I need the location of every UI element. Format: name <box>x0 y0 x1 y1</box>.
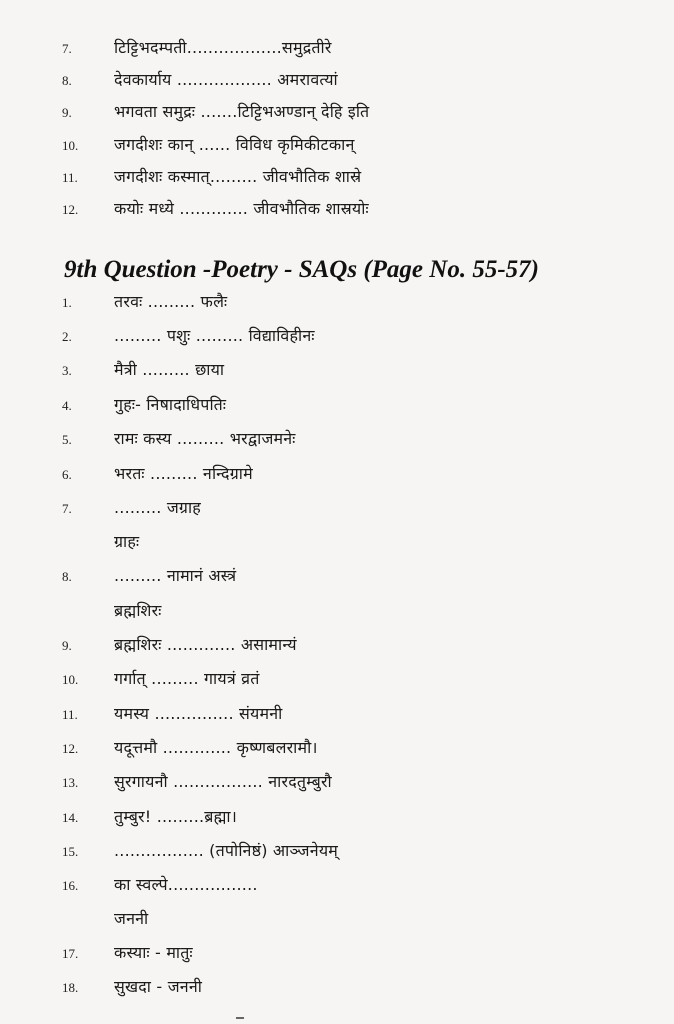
list-item <box>62 907 654 929</box>
item-number: 5. <box>62 432 72 447</box>
list-item <box>62 133 654 155</box>
list-item <box>62 496 654 518</box>
list-item <box>62 165 654 187</box>
item-text: भगवता समुद्रः .......टिट्टिभअण्डान् देहि इति <box>114 102 370 121</box>
list-item <box>62 975 654 997</box>
item-number: 14. <box>62 810 79 825</box>
list-item <box>62 805 654 827</box>
item-number: 10. <box>62 138 79 153</box>
item-text: भरतः ......... नन्दिग्रामे <box>114 464 253 483</box>
list-item <box>62 290 654 312</box>
list-item <box>62 100 654 122</box>
item-text: जननी <box>114 909 149 928</box>
list-item <box>62 770 654 792</box>
item-number: 10. <box>62 672 79 687</box>
item-text: का स्वल्पे................. <box>114 875 258 894</box>
item-number: 8. <box>62 569 72 584</box>
item-number: 2. <box>62 329 72 344</box>
item-text: सुखदा - जननी <box>114 977 203 996</box>
item-text: कस्याः - मातुः <box>114 943 193 962</box>
item-text: ................. (तपोनिष्ठं) आञ्जनेयम् <box>114 841 339 860</box>
list-item <box>62 68 654 90</box>
list-item <box>62 702 654 724</box>
list-item <box>62 197 654 219</box>
item-text: मैत्री ......... छाया <box>114 360 225 379</box>
item-number: 3. <box>62 363 72 378</box>
section-heading: 9th Question -Poetry - SAQs (Page No. 55-57) <box>64 256 539 283</box>
item-number: 7. <box>62 41 72 56</box>
item-number: 6. <box>62 467 72 482</box>
list-item <box>62 633 654 655</box>
item-text: यदूत्तमौ ............. कृष्णबलरामौ। <box>114 738 318 757</box>
item-number: 1. <box>62 295 72 310</box>
item-text: देवकार्याय .................. अमरावत्यां <box>114 70 338 89</box>
item-text: जगदीशः कस्मात्......... जीवभौतिक शास्रे <box>114 167 362 186</box>
list-item <box>62 941 654 963</box>
item-number: 12. <box>62 741 79 756</box>
item-number: 18. <box>62 980 79 995</box>
item-text: ......... पशुः ......... विद्याविहीनः <box>114 326 315 345</box>
item-text: गुहः- निषादाधिपतिः <box>114 395 227 414</box>
item-number: 12. <box>62 202 79 217</box>
item-text: टिट्टिभदम्पती..................समुद्रतीरे <box>114 38 332 57</box>
item-number: 11. <box>62 707 78 722</box>
item-number: 16. <box>62 878 79 893</box>
item-text: तरवः ......... फलैः <box>114 292 228 311</box>
item-text: रामः कस्य ......... भरद्वाजमनेः <box>114 429 296 448</box>
list-item <box>62 736 654 758</box>
item-number: 9. <box>62 105 72 120</box>
list-item <box>62 393 654 415</box>
item-text: ......... जग्राह <box>114 498 201 517</box>
list-item <box>62 667 654 689</box>
item-number: 15. <box>62 844 79 859</box>
list-item <box>62 839 654 861</box>
list-item <box>62 564 654 586</box>
item-number: 17. <box>62 946 79 961</box>
list-item <box>62 530 654 552</box>
item-text: कयोः मध्ये ............. जीवभौतिक शास्रयोः <box>114 199 369 218</box>
item-text: यमस्य ............... संयमनी <box>114 704 283 723</box>
list-item <box>62 358 654 380</box>
item-text: तुम्बुर! .........ब्रह्मा। <box>114 807 238 826</box>
list-item <box>62 324 654 346</box>
item-number: 7. <box>62 501 72 516</box>
item-number: 9. <box>62 638 72 653</box>
list-item <box>62 599 654 621</box>
item-number: 8. <box>62 73 72 88</box>
item-number: 13. <box>62 775 79 790</box>
list-item <box>62 36 654 58</box>
item-number: 4. <box>62 398 72 413</box>
item-text: जगदीशः कान् ...... विविध कृमिकीटकान् <box>114 135 355 154</box>
list-item <box>62 427 654 449</box>
item-text: ग्राहः <box>114 532 140 551</box>
item-text: गर्गात् ......... गायत्रं व्रतं <box>114 669 260 688</box>
list-item <box>62 462 654 484</box>
item-text: ब्रह्मशिरः ............. असामान्यं <box>114 635 297 654</box>
item-text: ब्रह्मशिरः <box>114 601 162 620</box>
item-text: सुरगायनौ ................. नारदतुम्बुरौ <box>114 772 332 791</box>
page-mark <box>236 1017 244 1019</box>
item-number: 11. <box>62 170 78 185</box>
list-item <box>62 873 654 895</box>
item-text: ......... नामानं अस्त्रं <box>114 566 237 585</box>
